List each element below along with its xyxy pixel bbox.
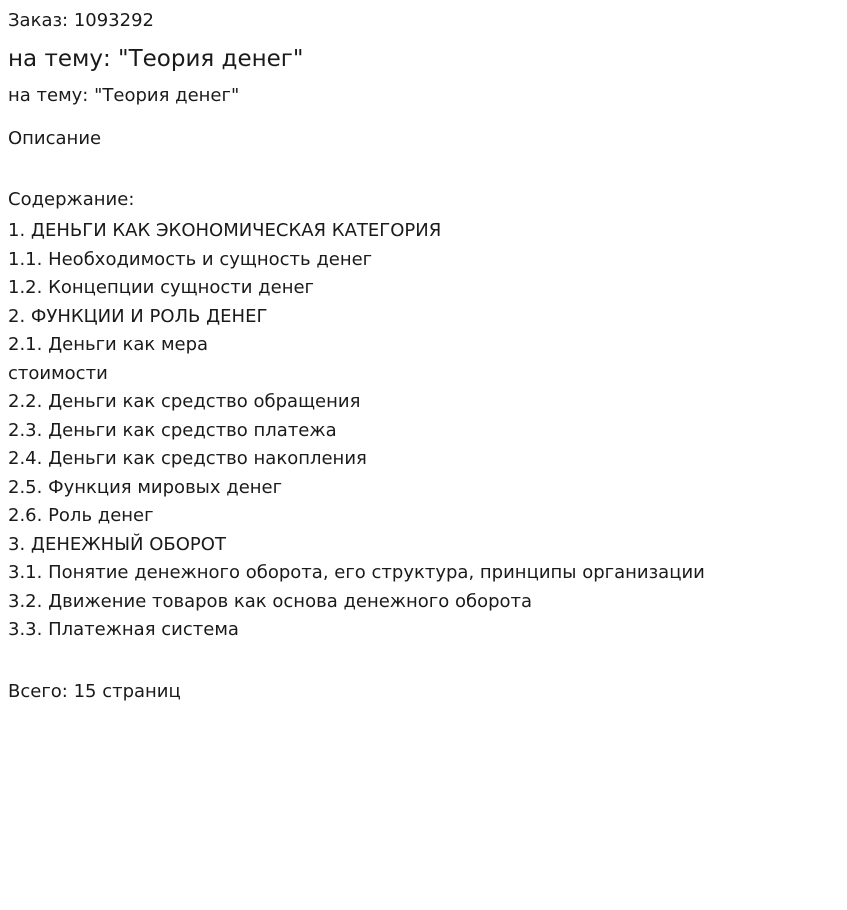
order-number: Заказ: 1093292 [8,10,154,31]
contents-item: 3. ДЕНЕЖНЫЙ ОБОРОТ [8,533,226,555]
contents-item: 1. ДЕНЬГИ КАК ЭКОНОМИЧЕСКАЯ КАТЕГОРИЯ [8,220,442,241]
description-heading: Описание [8,128,102,149]
contents-item: стоимости [8,362,108,384]
contents-item: 1.2. Концепции сущности денег [8,277,314,298]
contents-item: 2. ФУНКЦИИ И РОЛЬ ДЕНЕГ [8,305,268,327]
contents-item: 2.1. Деньги как мера [8,334,209,355]
contents-item: 2.5. Функция мировых денег [8,476,283,498]
contents-item: 2.2. Деньги как средство обращения [8,391,361,412]
contents-item: 2.4. Деньги как средство накопления [8,448,367,469]
table-of-contents [8,189,839,645]
contents-item: 3.2. Движение товаров как основа денежного оборота [8,590,533,612]
page-title: на тему: "Теория денег" [8,46,304,72]
contents-item: 3.1. Понятие денежного оборота, его структура, принципы организации [8,562,705,583]
page-subtitle: на тему: "Теория денег" [8,85,240,106]
contents-item: 2.3. Деньги как средство платежа [8,419,337,441]
contents-item: 1.1. Необходимость и сущность денег [8,248,373,270]
contents-item: 2.6. Роль денег [8,505,154,526]
contents-heading: Содержание: [8,189,135,210]
contents-item: 3.3. Платежная система [8,619,239,640]
total-pages: Всего: 15 страниц [8,680,181,702]
